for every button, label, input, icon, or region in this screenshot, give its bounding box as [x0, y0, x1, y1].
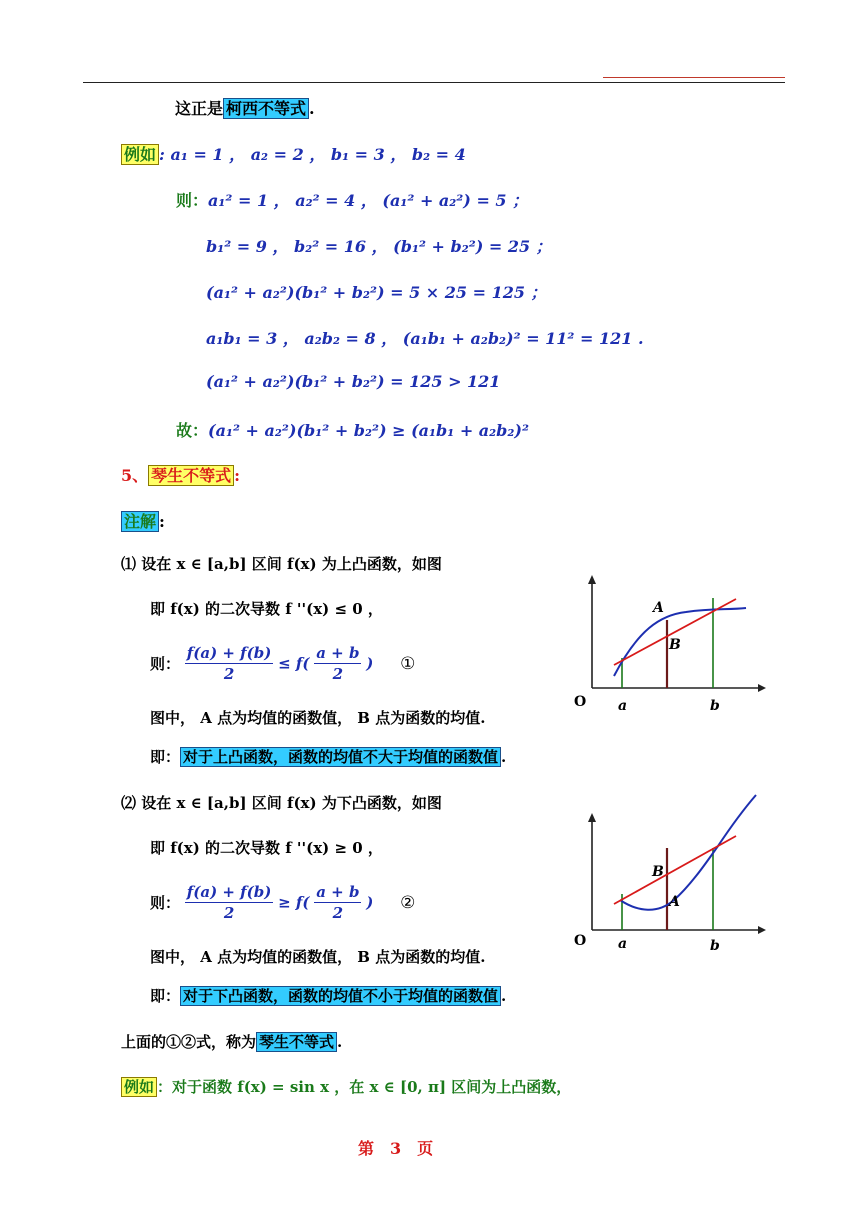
example1-line-4: (a₁² + a₂²)(b₁² + b₂²) = 125 > 121 [206, 372, 501, 391]
part1-lhs-denominator: 2 [223, 665, 235, 683]
y-axis-arrow [588, 813, 596, 822]
point-A-label: A [669, 894, 680, 910]
part1-then-label: 则： [150, 655, 181, 673]
example1-then [176, 188, 528, 211]
part1-arg-numerator: a + b [316, 644, 360, 662]
part1-inequality [150, 643, 415, 684]
header-accent-line [603, 77, 785, 78]
example1-line-1: b₁² = 9 ， b₂² = 16 ， (b₁² + b₂²) = 25 ； [206, 237, 552, 256]
x-axis-arrow [758, 926, 766, 934]
part1-close: ) [366, 654, 374, 673]
part1-lhs-fraction [185, 643, 274, 684]
part2-lhs-numerator: f(a) + f(b) [186, 883, 272, 901]
page-number: 第 3 页 [358, 1139, 434, 1158]
example-tag: 例如 [121, 144, 159, 165]
point-B-label: B [669, 637, 681, 653]
convex-graph [568, 790, 768, 960]
example2-line [121, 1076, 571, 1097]
chord-line [614, 599, 736, 665]
intro-prefix: 这正是 [175, 99, 224, 118]
part2-arg-denominator: 2 [332, 904, 344, 922]
a-label: a [618, 936, 628, 952]
part2-arg-fraction [314, 882, 361, 923]
convex-curve [620, 795, 756, 910]
part2-then-label: 则： [150, 894, 181, 912]
part2-second-derivative: 即 f(x) 的二次导数 f ''(x) ≥ 0 ， [150, 839, 383, 857]
part2-lead: ⑵ 设在 x ∈ [a,b] 区间 f(x) 为下凸函数，如图 [121, 794, 442, 812]
origin-label: O [574, 933, 587, 949]
part2-conclusion [150, 985, 506, 1006]
part1-relation: ≤ f( [278, 654, 310, 673]
part1-conclude-label: 即： [150, 748, 181, 766]
note-colon: : [159, 512, 165, 531]
concave-graph [568, 570, 768, 720]
example1-line-0: a₁² = 1 ， a₂² = 4 ， (a₁² + a₂²) = 5 ； [208, 191, 529, 210]
part2-conclude-end: . [501, 987, 507, 1005]
conclusion-formula: (a₁² + a₂²)(b₁² + b₂²) ≥ (a₁b₁ + a₂b₂)² [208, 421, 529, 440]
part1-lead: ⑴ 设在 x ∈ [a,b] 区间 f(x) 为上凸函数，如图 [121, 555, 442, 573]
part1-second-derivative: 即 f(x) 的二次导数 f ''(x) ≤ 0 ， [150, 600, 383, 618]
x-axis-arrow [758, 684, 766, 692]
part1-arg-denominator: 2 [332, 665, 344, 683]
note-tag: 注解 [121, 511, 159, 532]
conclusion-label: 故： [176, 421, 209, 440]
point-B-label: B [652, 864, 664, 880]
section-number: 5、 [121, 466, 149, 485]
part2-conclude-label: 即： [150, 987, 181, 1005]
section-heading [121, 463, 240, 486]
part1-arg-fraction [314, 643, 361, 684]
then-label: 则： [176, 191, 209, 210]
part2-lhs-fraction [185, 882, 274, 923]
part2-close: ) [366, 893, 374, 912]
example2-tag: 例如 [121, 1077, 157, 1097]
summary-line [121, 1031, 342, 1052]
part2-explain: 图中， A 点为均值的函数值， B 点为函数的均值. [150, 948, 486, 966]
intro-line [175, 96, 315, 119]
y-axis-arrow [588, 575, 596, 584]
part2-inequality [150, 882, 415, 923]
part2-relation: ≥ f( [278, 893, 310, 912]
example2-text: ：对于函数 f(x) = sin x ，在 x ∈ [0, π] 区间为上凸函数， [157, 1078, 572, 1096]
summary-suffix: . [337, 1033, 343, 1051]
b-label: b [710, 938, 720, 954]
intro-suffix: . [309, 99, 315, 118]
part1-marker: ① [400, 653, 416, 674]
header-rule [83, 82, 785, 83]
note-heading [121, 509, 165, 532]
part1-conclusion [150, 746, 506, 767]
section-colon: : [234, 466, 241, 485]
part1-lhs-numerator: f(a) + f(b) [186, 644, 272, 662]
b-label: b [710, 698, 720, 714]
summary-term: 琴生不等式 [256, 1032, 337, 1052]
term-cauchy: 柯西不等式 [223, 98, 309, 119]
part1-conclude-end: . [501, 748, 507, 766]
summary-prefix: 上面的①②式，称为 [121, 1033, 257, 1051]
example1-line-3: a₁b₁ = 3 ， a₂b₂ = 8 ， (a₁b₁ + a₂b₂)² = 11² = 121 . [206, 329, 644, 348]
part2-lhs-denominator: 2 [223, 904, 235, 922]
part2-conclude-text: 对于下凸函数，函数的均值不小于均值的函数值 [180, 986, 501, 1006]
origin-label: O [574, 694, 587, 710]
part2-arg-numerator: a + b [316, 883, 360, 901]
part1-conclude-text: 对于上凸函数，函数的均值不大于均值的函数值 [180, 747, 501, 767]
part1-explain: 图中， A 点为均值的函数值， B 点为函数的均值. [150, 709, 486, 727]
a-label: a [618, 698, 628, 714]
section-title: 琴生不等式 [148, 465, 234, 486]
point-A-label: A [653, 600, 664, 616]
part2-marker: ② [400, 892, 416, 913]
example1-given [121, 142, 466, 165]
example1-conclusion [176, 418, 529, 441]
example1-line-2: (a₁² + a₂²)(b₁² + b₂²) = 5 × 25 = 125 ； [206, 283, 547, 302]
example1-values: : a₁ = 1 ， a₂ = 2 ， b₁ = 3 ， b₂ = 4 [159, 145, 466, 164]
